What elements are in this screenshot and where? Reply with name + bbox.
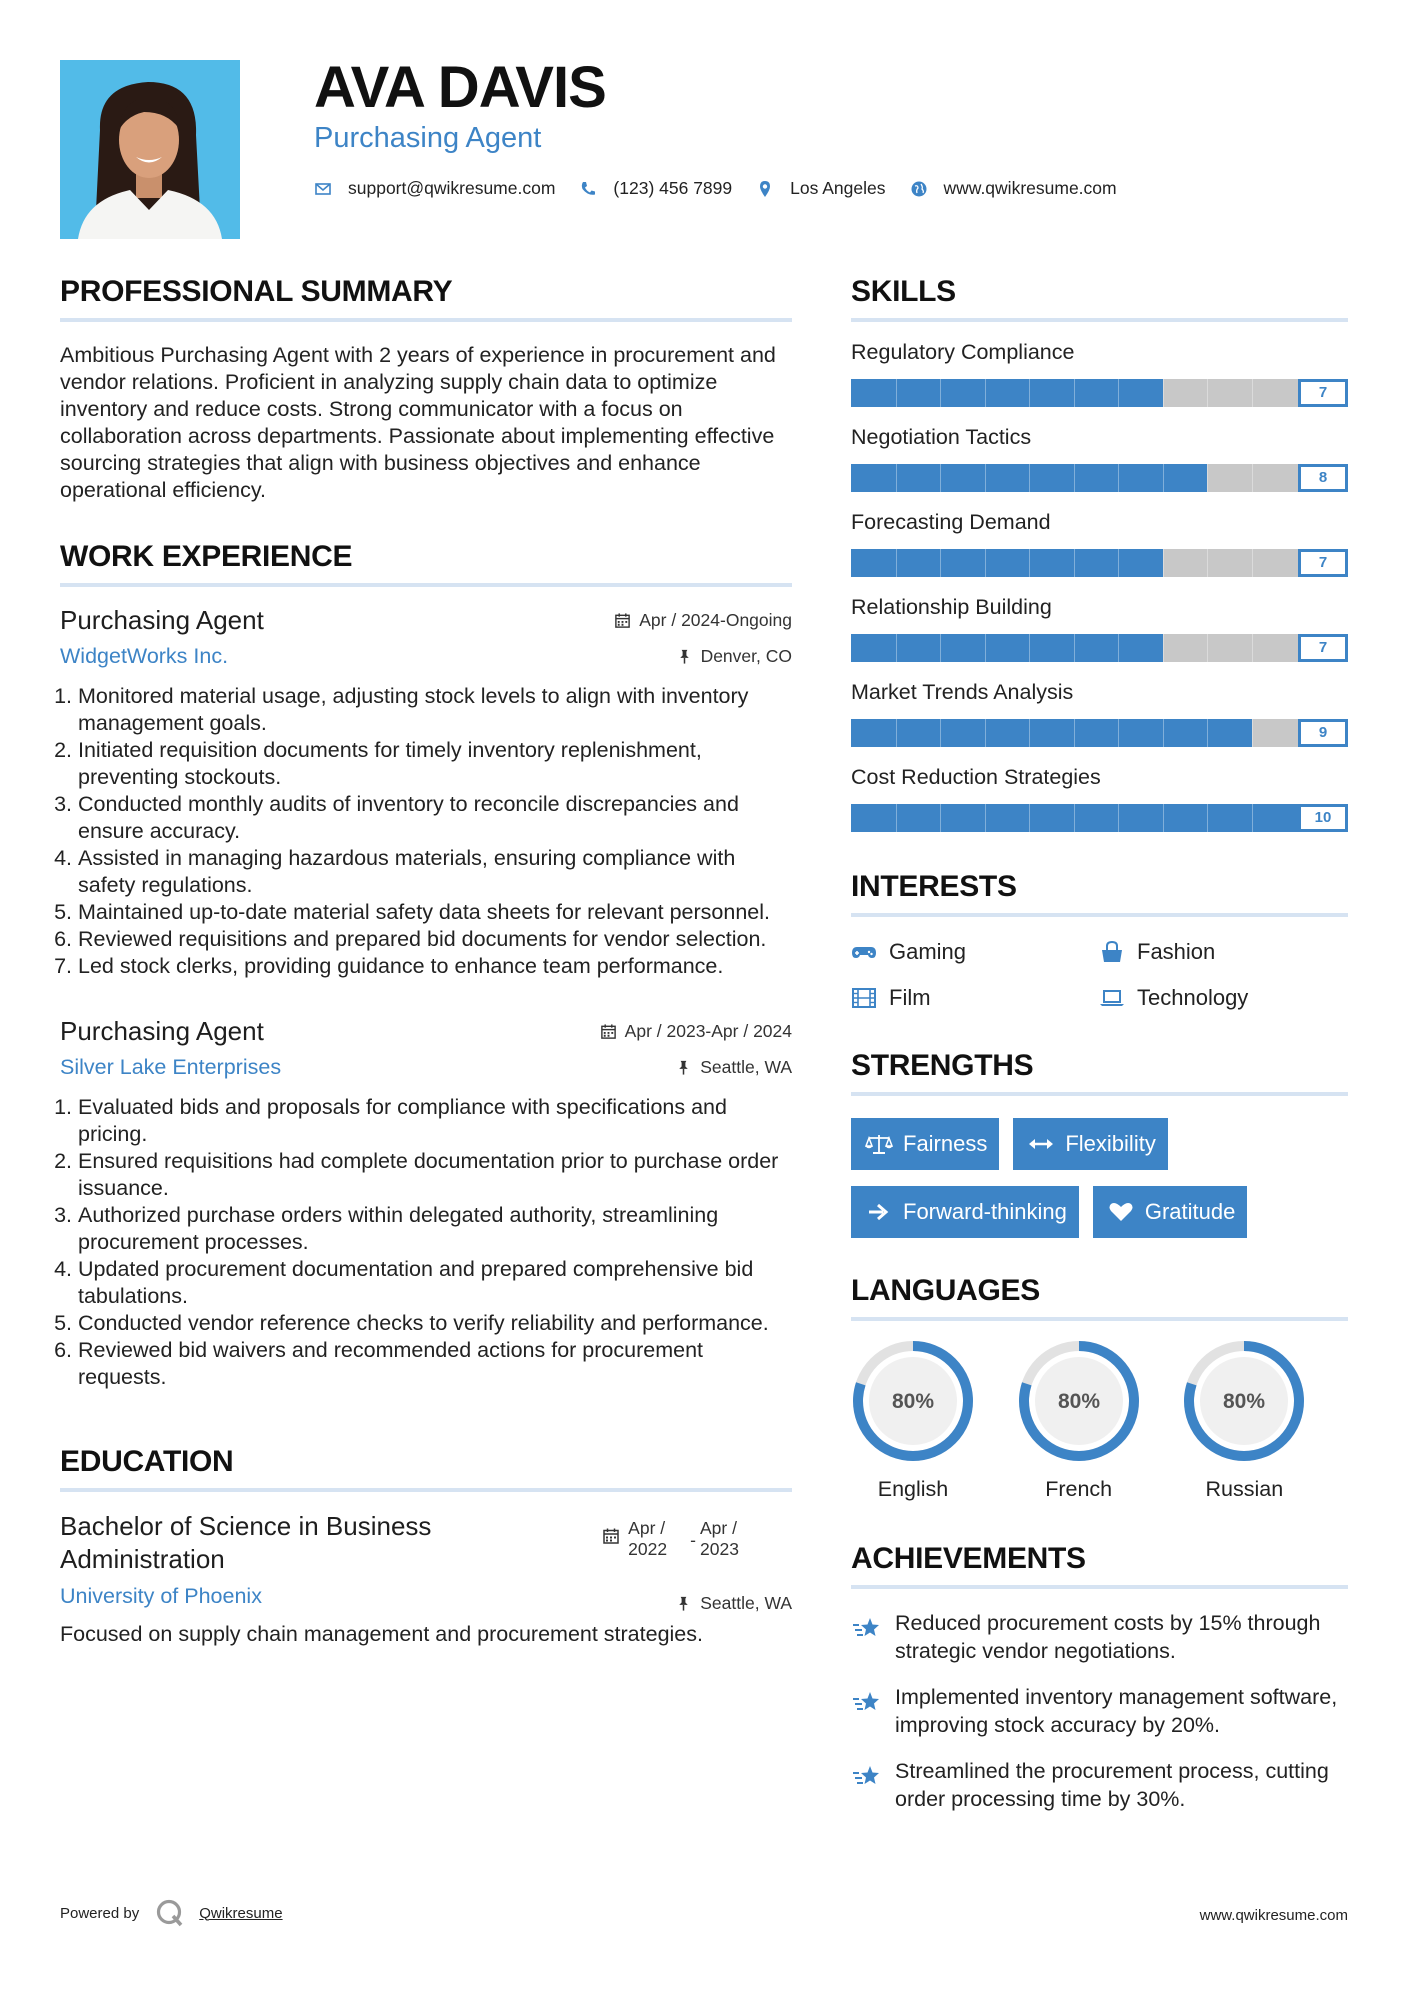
phone-icon bbox=[579, 180, 597, 198]
list-item: 6. Reviewed requisitions and prepared bid documents for vendor selection. bbox=[78, 926, 792, 953]
qwikresume-link[interactable]: Qwikresume bbox=[199, 1904, 283, 1922]
job-dates-text: Apr / 2024-Ongoing bbox=[639, 610, 792, 630]
language-proficiency-ring bbox=[1017, 1339, 1141, 1463]
list-item: 7. Led stock clerks, providing guidance to enhance team performance. bbox=[78, 953, 792, 980]
strengths-section bbox=[851, 1049, 1348, 1238]
skill-bar-segment bbox=[1118, 719, 1119, 747]
languages-list bbox=[851, 1339, 1348, 1502]
strength-chip bbox=[1093, 1186, 1248, 1238]
footer-powered-by bbox=[60, 1898, 283, 1928]
contact-bar bbox=[314, 178, 1141, 199]
job-responsibilities bbox=[60, 1094, 792, 1391]
date-separator: - bbox=[690, 1530, 696, 1550]
job-company: Silver Lake Enterprises bbox=[60, 1055, 282, 1079]
contact-email[interactable] bbox=[314, 178, 555, 199]
strength-chip bbox=[851, 1118, 999, 1170]
language-name: French bbox=[1045, 1477, 1113, 1501]
skill-bar-segment bbox=[1074, 549, 1075, 577]
skill-bar-segment bbox=[1252, 634, 1253, 662]
strength-label: Forward-thinking bbox=[903, 1199, 1067, 1224]
skill-bar-segment bbox=[896, 804, 897, 832]
skill-bar-segment bbox=[985, 634, 986, 662]
skill-bar-segment bbox=[1163, 379, 1164, 407]
skill-bar-segment bbox=[940, 464, 941, 492]
language-name: English bbox=[877, 1477, 949, 1501]
section-title: PROFESSIONAL SUMMARY bbox=[60, 275, 792, 322]
skill-item bbox=[851, 425, 1348, 492]
profile-photo bbox=[60, 60, 240, 239]
shooting-star-icon bbox=[851, 1613, 883, 1645]
skills-section bbox=[851, 275, 1348, 832]
contact-location bbox=[756, 178, 885, 199]
language-item bbox=[1017, 1339, 1183, 1502]
achievements-section bbox=[851, 1542, 1348, 1813]
list-item: 3. Authorized purchase orders within delegated authority, streamlining procurement processes. bbox=[78, 1202, 792, 1256]
skill-bar-segment bbox=[940, 549, 941, 577]
skill-item bbox=[851, 680, 1348, 747]
achievement-text: Reduced procurement costs by 15% through strategic vendor negotiations. bbox=[895, 1611, 1321, 1663]
balance-scale-icon bbox=[865, 1133, 893, 1155]
achievement-text: Implemented inventory management software, improving stock accuracy by 20%. bbox=[895, 1685, 1338, 1737]
section-title: LANGUAGES bbox=[851, 1274, 1348, 1321]
list-item: 5. Conducted vendor reference checks to verify reliability and performance. bbox=[78, 1310, 792, 1337]
skill-bar-segment bbox=[896, 464, 897, 492]
education-description: Focused on supply chain management and procurement strategies. bbox=[60, 1622, 703, 1646]
skill-bar-fill bbox=[851, 804, 1348, 832]
skill-bar-fill bbox=[851, 719, 1252, 747]
skill-bar-segment bbox=[1118, 464, 1119, 492]
map-marker-icon bbox=[756, 180, 774, 198]
skill-bar-segment bbox=[896, 719, 897, 747]
skill-name: Relationship Building bbox=[851, 595, 1052, 619]
calendar-icon bbox=[600, 1023, 617, 1040]
laptop-icon bbox=[1099, 987, 1125, 1009]
skill-bar-segment bbox=[1074, 464, 1075, 492]
strength-label: Flexibility bbox=[1065, 1131, 1156, 1156]
skill-bar-segment bbox=[1163, 804, 1164, 832]
interest-item bbox=[851, 939, 1099, 965]
skill-bar-segment bbox=[1207, 804, 1208, 832]
email-text: support@qwikresume.com bbox=[348, 178, 556, 198]
strength-label: Gratitude bbox=[1144, 1199, 1236, 1224]
skill-name: Negotiation Tactics bbox=[851, 425, 1032, 449]
skill-bar-segment bbox=[1074, 719, 1075, 747]
education-entry bbox=[60, 1510, 792, 1648]
skill-bar-segment bbox=[896, 634, 897, 662]
school-name: University of Phoenix bbox=[60, 1584, 262, 1608]
job-title: Purchasing Agent bbox=[60, 1016, 264, 1046]
skill-bar-segment bbox=[1029, 379, 1030, 407]
degree-title: Bachelor of Science in Business Administration bbox=[60, 1511, 432, 1574]
job-company: WidgetWorks Inc. bbox=[60, 644, 229, 668]
skill-bar bbox=[851, 804, 1348, 832]
gamepad-icon bbox=[851, 941, 877, 963]
skill-bar-segment bbox=[1029, 464, 1030, 492]
shooting-star-icon bbox=[851, 1761, 883, 1793]
language-percent: 80% bbox=[891, 1390, 935, 1413]
job-location-text: Denver, CO bbox=[700, 646, 792, 666]
summary-text: Ambitious Purchasing Agent with 2 years of experience in procurement and vendor relations. Proficient in analyzing supply chain data to optimize inventory and reduce costs. Strong communicator with a focus on collaboration across departments. Passionate about implementing effective sourcing strategies that align with business objectives and enhance operational efficiency. bbox=[60, 343, 776, 502]
strengths-list bbox=[851, 1118, 1351, 1238]
skill-bar-segment bbox=[1118, 634, 1119, 662]
skill-item bbox=[851, 510, 1348, 577]
language-percent: 80% bbox=[1057, 1390, 1100, 1413]
candidate-role: Purchasing Agent bbox=[314, 122, 542, 154]
heart-icon bbox=[1107, 1201, 1135, 1223]
skill-bar-segment bbox=[1207, 634, 1208, 662]
skill-bar-fill bbox=[851, 549, 1163, 577]
education-section bbox=[60, 1445, 792, 1648]
skill-bar-segment bbox=[1029, 634, 1030, 662]
section-title: STRENGTHS bbox=[851, 1049, 1348, 1096]
skill-bar-fill bbox=[851, 634, 1163, 662]
job-title: Purchasing Agent bbox=[60, 605, 264, 635]
skill-bar-segment bbox=[1207, 379, 1208, 407]
education-location bbox=[675, 1593, 792, 1614]
skill-bar-segment bbox=[1252, 379, 1253, 407]
job-entry bbox=[60, 605, 792, 980]
skill-bar bbox=[851, 719, 1348, 747]
achievement-item bbox=[851, 1683, 1348, 1739]
skill-bar-segment bbox=[1029, 719, 1030, 747]
skill-bar-segment bbox=[1252, 804, 1253, 832]
arrows-horizontal-icon bbox=[1027, 1133, 1055, 1155]
location-text: Los Angeles bbox=[790, 178, 886, 198]
calendar-icon bbox=[614, 612, 631, 629]
powered-by-text: Powered by bbox=[60, 1904, 140, 1922]
skill-bar-segment bbox=[1074, 634, 1075, 662]
strength-chip bbox=[851, 1186, 1079, 1238]
skill-bar-segment bbox=[1074, 804, 1075, 832]
pushpin-icon bbox=[675, 1059, 692, 1076]
interests-section bbox=[851, 870, 1348, 1011]
arrow-right-icon bbox=[865, 1201, 893, 1223]
interest-item bbox=[1099, 939, 1347, 965]
work-experience-section bbox=[60, 540, 792, 1391]
skill-bar-segment bbox=[1252, 719, 1253, 747]
skill-level: 7 bbox=[1298, 549, 1348, 577]
contact-phone[interactable] bbox=[579, 178, 732, 199]
skill-name: Regulatory Compliance bbox=[851, 340, 1075, 364]
list-item: 1. Monitored material usage, adjusting stock levels to align with inventory management goals. bbox=[78, 683, 792, 737]
envelope-icon bbox=[314, 180, 332, 198]
calendar-icon bbox=[602, 1527, 620, 1545]
skill-bar-segment bbox=[1029, 804, 1030, 832]
skill-level: 9 bbox=[1298, 719, 1348, 747]
skill-bar-segment bbox=[985, 804, 986, 832]
skill-bar-segment bbox=[1118, 379, 1119, 407]
skill-bar-segment bbox=[1163, 464, 1164, 492]
end-date-month: Apr / bbox=[700, 1518, 737, 1538]
language-item bbox=[851, 1339, 1017, 1502]
skill-name: Market Trends Analysis bbox=[851, 680, 1074, 704]
skill-bar bbox=[851, 379, 1348, 407]
website-text: www.qwikresume.com bbox=[943, 178, 1117, 198]
strength-label: Fairness bbox=[903, 1131, 988, 1156]
language-proficiency-ring bbox=[851, 1339, 975, 1463]
section-title: ACHIEVEMENTS bbox=[851, 1542, 1348, 1589]
job-location bbox=[675, 1057, 792, 1078]
start-date-month: Apr / bbox=[628, 1518, 666, 1538]
end-date bbox=[700, 1518, 762, 1560]
section-title: WORK EXPERIENCE bbox=[60, 540, 792, 587]
interest-label: Film bbox=[889, 985, 931, 1010]
languages-section bbox=[851, 1274, 1348, 1502]
strength-chip bbox=[1013, 1118, 1167, 1170]
globe-icon bbox=[910, 180, 928, 198]
achievement-item bbox=[851, 1757, 1348, 1813]
section-title: SKILLS bbox=[851, 275, 1348, 322]
job-responsibilities bbox=[60, 683, 792, 980]
skill-item bbox=[851, 340, 1348, 407]
job-dates bbox=[614, 610, 792, 631]
skill-bar-segment bbox=[1207, 719, 1208, 747]
film-icon bbox=[851, 987, 877, 1009]
skill-name: Forecasting Demand bbox=[851, 510, 1051, 534]
skill-level: 8 bbox=[1298, 464, 1348, 492]
start-date-year: 2022 bbox=[628, 1539, 668, 1559]
list-item: 6. Reviewed bid waivers and recommended actions for procurement requests. bbox=[78, 1337, 792, 1391]
skill-bar-segment bbox=[985, 379, 986, 407]
job-dates bbox=[600, 1021, 792, 1042]
skill-item bbox=[851, 595, 1348, 662]
list-item: 5. Maintained up-to-date material safety data sheets for relevant personnel. bbox=[78, 899, 792, 926]
right-column bbox=[851, 275, 1348, 1813]
skill-bar-segment bbox=[940, 379, 941, 407]
interest-label: Technology bbox=[1137, 985, 1249, 1010]
skill-bar bbox=[851, 549, 1348, 577]
pushpin-icon bbox=[676, 648, 693, 665]
skill-bar-segment bbox=[1074, 379, 1075, 407]
list-item: 4. Assisted in managing hazardous materials, ensuring compliance with safety regulations. bbox=[78, 845, 792, 899]
pushpin-icon bbox=[675, 1595, 692, 1612]
skill-name: Cost Reduction Strategies bbox=[851, 765, 1101, 789]
professional-summary-section bbox=[60, 275, 792, 504]
skill-bar bbox=[851, 634, 1348, 662]
interests-grid bbox=[851, 939, 1348, 1011]
skill-bar-segment bbox=[1252, 464, 1253, 492]
skill-bar-segment bbox=[985, 549, 986, 577]
contact-website[interactable] bbox=[910, 178, 1117, 199]
skill-bar-fill bbox=[851, 379, 1163, 407]
job-entry bbox=[60, 1016, 792, 1391]
list-item: 2. Initiated requisition documents for timely inventory replenishment, preventing stockouts. bbox=[78, 737, 792, 791]
achievement-text: Streamlined the procurement process, cutting order processing time by 30%. bbox=[895, 1759, 1329, 1811]
skill-bar bbox=[851, 464, 1348, 492]
list-item: 2. Ensured requisitions had complete documentation prior to purchase order issuance. bbox=[78, 1148, 792, 1202]
skill-bar-segment bbox=[896, 379, 897, 407]
skill-bar-segment bbox=[940, 634, 941, 662]
list-item: 4. Updated procurement documentation and prepared comprehensive bid tabulations. bbox=[78, 1256, 792, 1310]
footer-website[interactable]: www.qwikresume.com bbox=[1199, 1907, 1348, 1924]
skill-bar-segment bbox=[1118, 549, 1119, 577]
job-location bbox=[676, 646, 792, 667]
skill-level: 7 bbox=[1298, 634, 1348, 662]
candidate-name: AVA DAVIS bbox=[314, 55, 606, 120]
education-location-text: Seattle, WA bbox=[700, 1593, 792, 1613]
end-date-year: 2023 bbox=[700, 1539, 739, 1559]
skill-bar-segment bbox=[1252, 549, 1253, 577]
skill-bar-segment bbox=[940, 804, 941, 832]
skill-bar-segment bbox=[1163, 634, 1164, 662]
achievement-item bbox=[851, 1609, 1348, 1665]
skill-bar-segment bbox=[1163, 719, 1164, 747]
skill-bar-segment bbox=[1029, 549, 1030, 577]
qwikresume-logo-icon bbox=[155, 1898, 185, 1928]
job-dates-text: Apr / 2023-Apr / 2024 bbox=[624, 1021, 792, 1041]
skill-level: 7 bbox=[1298, 379, 1348, 407]
section-title: EDUCATION bbox=[60, 1445, 792, 1492]
skill-bar-segment bbox=[985, 464, 986, 492]
skill-bar-segment bbox=[985, 719, 986, 747]
section-title: INTERESTS bbox=[851, 870, 1348, 917]
skills-list bbox=[851, 340, 1348, 832]
list-item: 3. Conducted monthly audits of inventory to reconcile discrepancies and ensure accuracy. bbox=[78, 791, 792, 845]
language-percent: 80% bbox=[1223, 1390, 1266, 1413]
skill-bar-segment bbox=[940, 719, 941, 747]
skill-bar-segment bbox=[1207, 464, 1208, 492]
education-dates bbox=[602, 1518, 762, 1560]
list-item: 1. Evaluated bids and proposals for compliance with specifications and pricing. bbox=[78, 1094, 792, 1148]
left-column bbox=[60, 275, 792, 1648]
shooting-star-icon bbox=[851, 1687, 883, 1719]
skill-bar-segment bbox=[1207, 549, 1208, 577]
interest-item bbox=[1099, 985, 1347, 1011]
skill-item bbox=[851, 765, 1348, 832]
interest-label: Fashion bbox=[1137, 939, 1216, 964]
language-name: Russian bbox=[1205, 1477, 1284, 1501]
interest-item bbox=[851, 985, 1099, 1011]
skill-bar-segment bbox=[1118, 804, 1119, 832]
start-date bbox=[628, 1518, 690, 1560]
skill-bar-segment bbox=[896, 549, 897, 577]
skill-level: 10 bbox=[1298, 804, 1348, 832]
shopping-bag-icon bbox=[1099, 941, 1125, 963]
phone-text: (123) 456 7899 bbox=[613, 178, 733, 198]
language-proficiency-ring bbox=[1182, 1339, 1306, 1463]
skill-bar-segment bbox=[1163, 549, 1164, 577]
language-item bbox=[1182, 1339, 1348, 1502]
job-location-text: Seattle, WA bbox=[700, 1057, 792, 1077]
interest-label: Gaming bbox=[889, 939, 967, 964]
